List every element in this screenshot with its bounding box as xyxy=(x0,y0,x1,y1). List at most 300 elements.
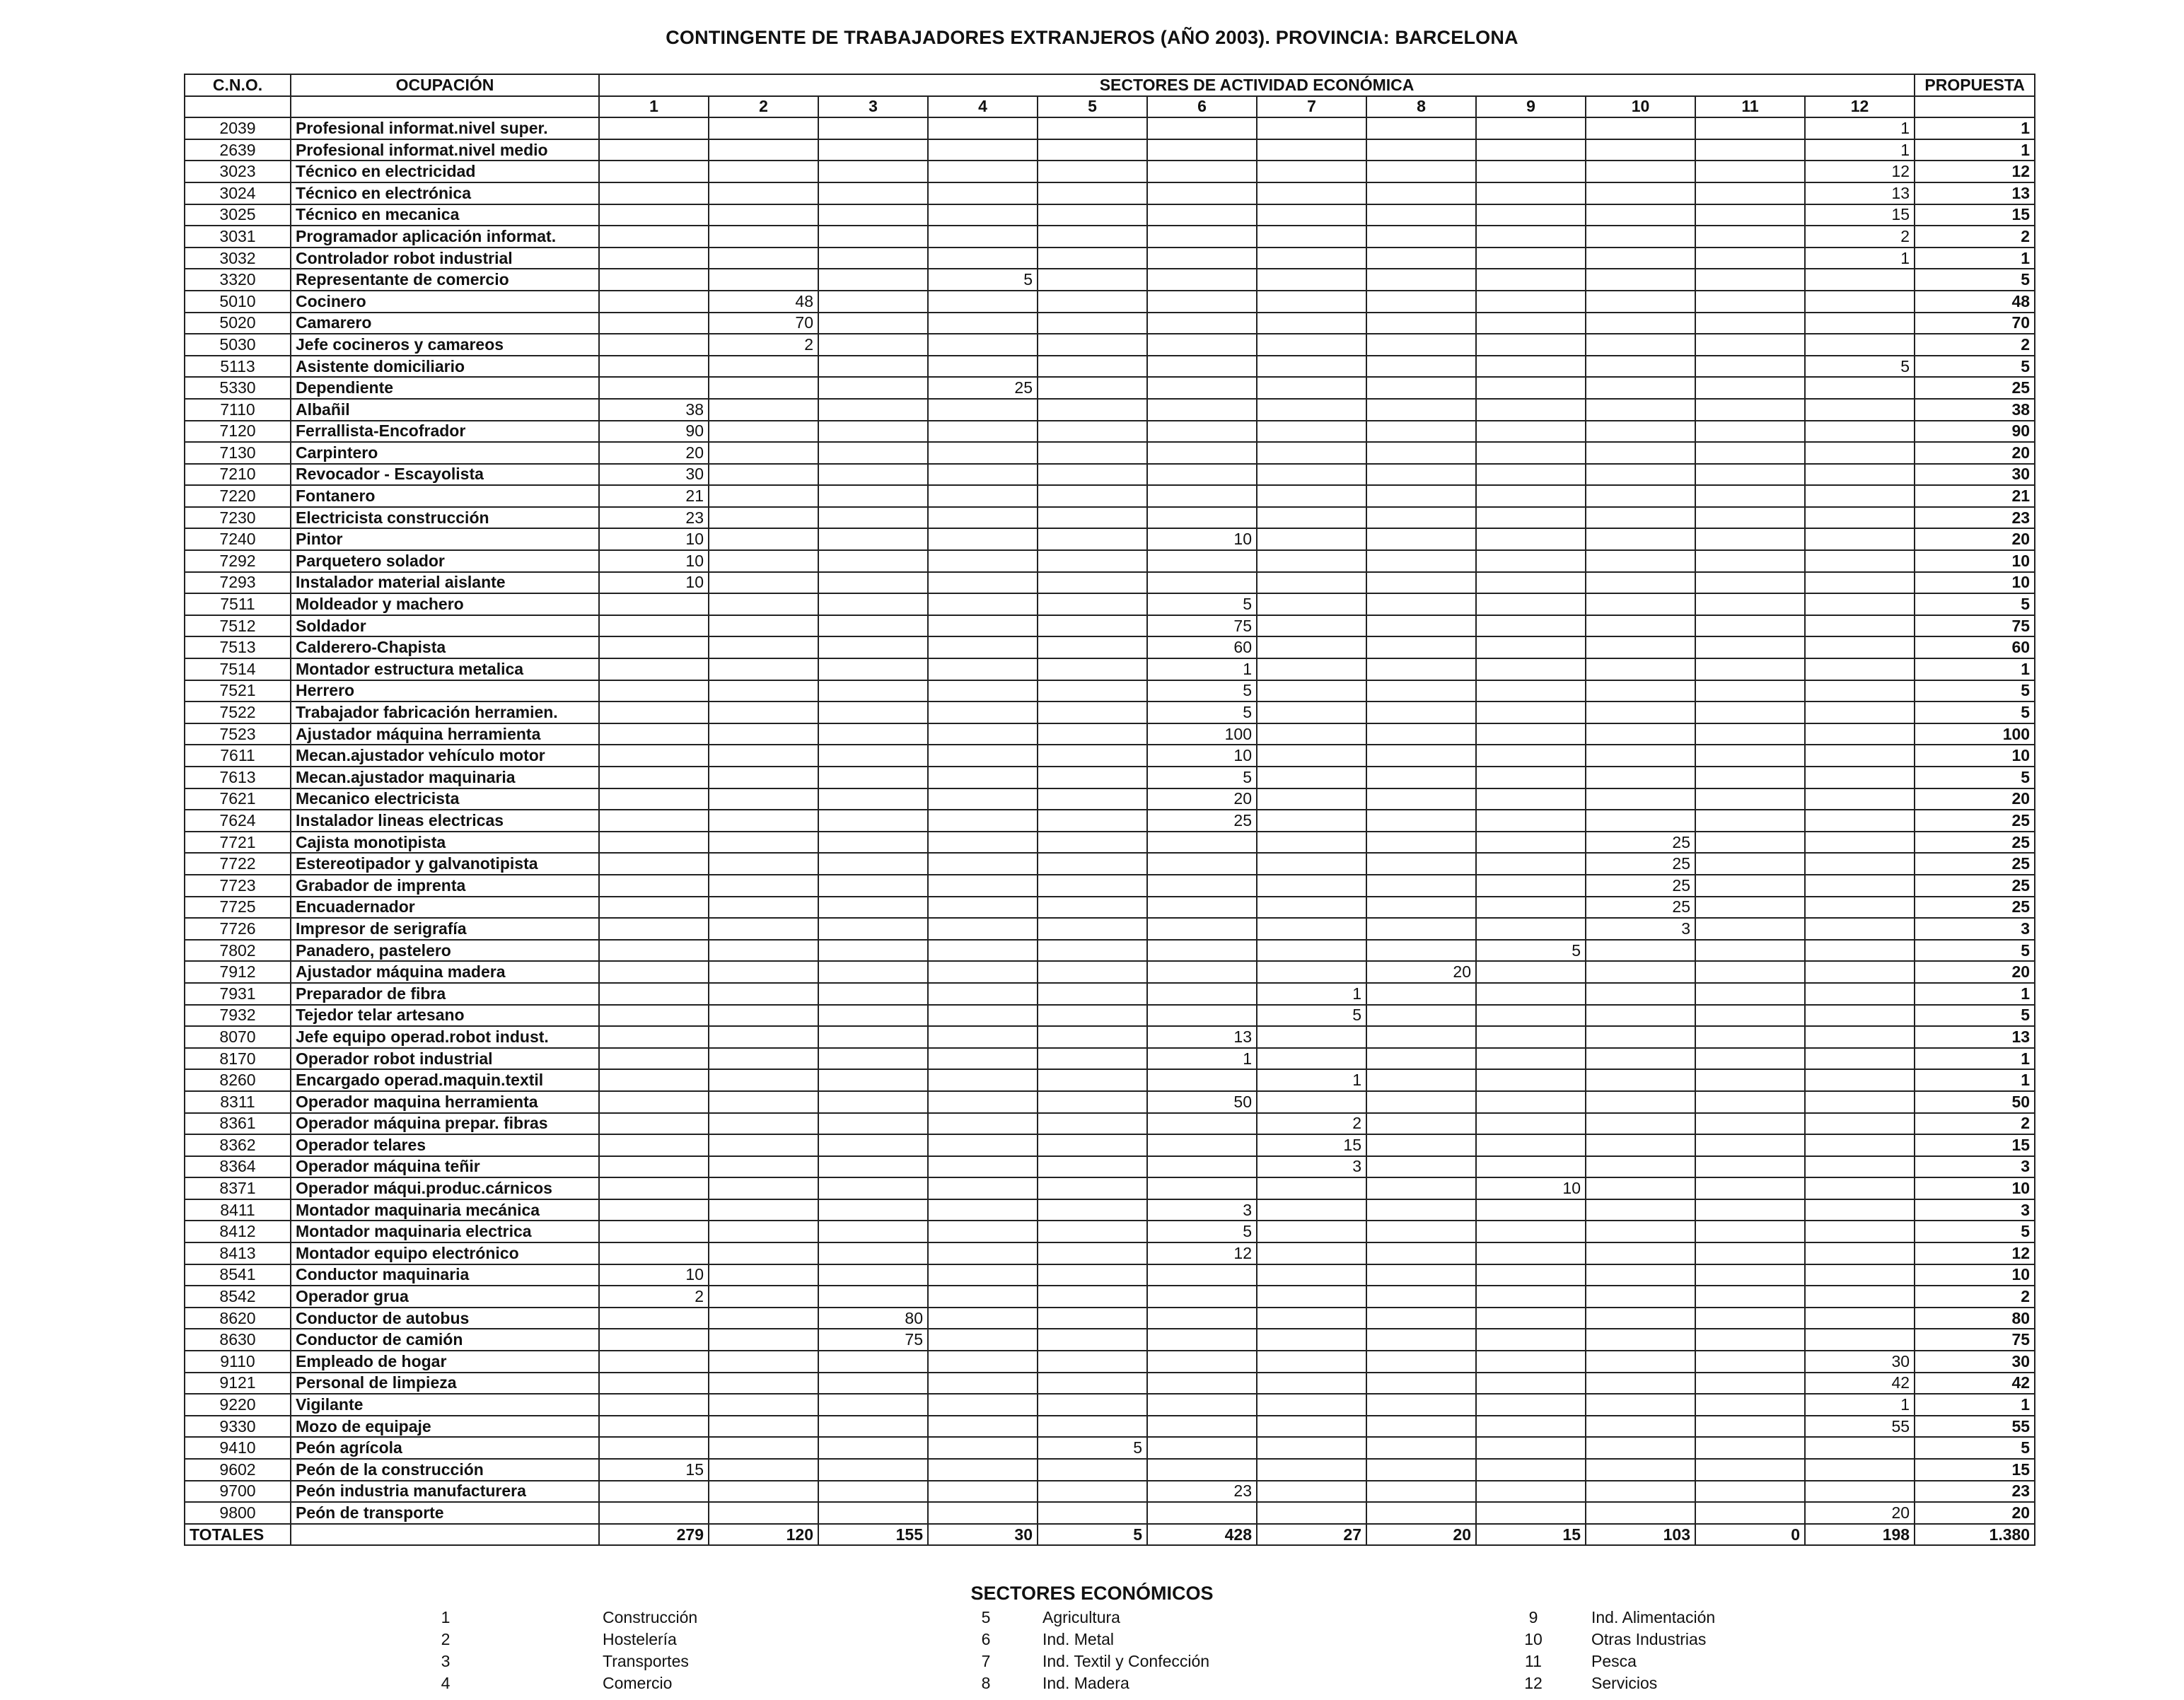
ocupacion-cell: Moldeador y machero xyxy=(291,593,599,615)
sector-12-cell xyxy=(1805,1005,1915,1027)
table-row xyxy=(185,334,2035,356)
sector-5-cell xyxy=(1038,161,1147,182)
sector-2-cell xyxy=(709,182,818,204)
sector-11-cell xyxy=(1695,1286,1805,1308)
sector-4-cell xyxy=(928,636,1038,658)
sector-5-cell xyxy=(1038,983,1147,1005)
cno-cell: 8260 xyxy=(185,1069,291,1091)
cno-cell: 7120 xyxy=(185,421,291,443)
sector-3-cell xyxy=(818,1113,928,1135)
sector-9-cell xyxy=(1476,1156,1586,1178)
sector-9-cell xyxy=(1476,1502,1586,1524)
sector-1-cell xyxy=(599,1113,709,1135)
sector-4-cell xyxy=(928,701,1038,723)
cno-cell: 9602 xyxy=(185,1459,291,1481)
sector-1-cell xyxy=(599,1091,709,1113)
sector-12-cell xyxy=(1805,1308,1915,1329)
sector-9-cell xyxy=(1476,875,1586,897)
sector-3-cell xyxy=(818,572,928,594)
sector-9-cell xyxy=(1476,658,1586,680)
sector-4-cell xyxy=(928,875,1038,897)
sector-7-cell: 15 xyxy=(1257,1134,1366,1156)
sector-12-cell xyxy=(1805,1437,1915,1459)
cno-cell: 7230 xyxy=(185,507,291,529)
ocupacion-cell: Peón de la construcción xyxy=(291,1459,599,1481)
sector-3-cell xyxy=(818,313,928,334)
sector-11-cell xyxy=(1695,507,1805,529)
sector-10-cell: 3 xyxy=(1586,918,1695,940)
sector-3-cell xyxy=(818,464,928,486)
legend-name: Transportes xyxy=(603,1652,689,1670)
total-sector-12: 198 xyxy=(1805,1524,1915,1546)
sector-11-cell xyxy=(1695,139,1805,161)
table-row xyxy=(185,1264,2035,1286)
cno-cell: 9121 xyxy=(185,1373,291,1395)
sector-6-cell xyxy=(1147,1156,1257,1178)
sector-5-cell xyxy=(1038,1134,1147,1156)
table-body xyxy=(185,117,2035,1545)
sector-11-cell xyxy=(1695,832,1805,854)
propuesta-cell: 15 xyxy=(1915,1459,2035,1481)
sector-5-cell xyxy=(1038,1394,1147,1416)
sector-7-cell xyxy=(1257,658,1366,680)
sector-3-cell xyxy=(818,1221,928,1242)
sector-12-cell xyxy=(1805,1048,1915,1070)
sector-10-cell xyxy=(1586,940,1695,962)
sector-3-cell xyxy=(818,117,928,139)
total-sector-10: 103 xyxy=(1586,1524,1695,1546)
sector-3-cell xyxy=(818,961,928,983)
sector-10-cell xyxy=(1586,1416,1695,1438)
cno-cell: 7932 xyxy=(185,1005,291,1027)
sector-8-cell xyxy=(1366,550,1476,572)
sector-12-cell xyxy=(1805,1113,1915,1135)
sector-7-cell xyxy=(1257,334,1366,356)
sector-1-cell xyxy=(599,182,709,204)
sector-9-cell xyxy=(1476,334,1586,356)
sector-8-cell xyxy=(1366,507,1476,529)
sector-5-cell xyxy=(1038,1069,1147,1091)
sector-6-cell xyxy=(1147,226,1257,248)
ocupacion-cell: Operador máqui.produc.cárnicos xyxy=(291,1177,599,1199)
sector-12-cell xyxy=(1805,485,1915,507)
sector-9-cell xyxy=(1476,528,1586,550)
sector-9-cell xyxy=(1476,1373,1586,1395)
ocupacion-cell: Cocinero xyxy=(291,291,599,313)
legend-number: 3 xyxy=(441,1652,451,1670)
sector-7-cell xyxy=(1257,421,1366,443)
sector-11-cell xyxy=(1695,377,1805,399)
propuesta-cell: 42 xyxy=(1915,1373,2035,1395)
sector-6-cell xyxy=(1147,248,1257,269)
sector-12-cell xyxy=(1805,1199,1915,1221)
sector-3-cell xyxy=(818,897,928,919)
sector-7-cell xyxy=(1257,1199,1366,1221)
ocupacion-cell: Revocador - Escayolista xyxy=(291,464,599,486)
sector-2-cell xyxy=(709,507,818,529)
sector-7-cell xyxy=(1257,1416,1366,1438)
sector-1-cell xyxy=(599,723,709,745)
sector-9-cell xyxy=(1476,918,1586,940)
sector-3-cell xyxy=(818,1134,928,1156)
sector-10-cell xyxy=(1586,1373,1695,1395)
sector-1-cell xyxy=(599,897,709,919)
sector-5-cell xyxy=(1038,1091,1147,1113)
propuesta-cell: 5 xyxy=(1915,269,2035,291)
sector-8-cell xyxy=(1366,226,1476,248)
sector-8-cell xyxy=(1366,680,1476,702)
sector-2-cell xyxy=(709,983,818,1005)
sector-12-cell xyxy=(1805,1242,1915,1264)
cno-cell: 9330 xyxy=(185,1416,291,1438)
sector-11-cell xyxy=(1695,1199,1805,1221)
propuesta-cell: 90 xyxy=(1915,421,2035,443)
sector-10-cell: 25 xyxy=(1586,875,1695,897)
sector-1-cell xyxy=(599,1373,709,1395)
sector-5-cell xyxy=(1038,226,1147,248)
sector-4-cell xyxy=(928,1048,1038,1070)
propuesta-cell: 13 xyxy=(1915,182,2035,204)
ocupacion-cell: Ferrallista-Encofrador xyxy=(291,421,599,443)
sector-6-cell: 75 xyxy=(1147,615,1257,637)
sector-5-cell xyxy=(1038,897,1147,919)
sector-6-cell xyxy=(1147,1286,1257,1308)
cno-cell: 3320 xyxy=(185,269,291,291)
sector-10-cell xyxy=(1586,1048,1695,1070)
sector-5-cell xyxy=(1038,269,1147,291)
sector-4-cell xyxy=(928,1394,1038,1416)
ocupacion-cell: Dependiente xyxy=(291,377,599,399)
table-row xyxy=(185,1069,2035,1091)
sector-9-cell xyxy=(1476,636,1586,658)
sector-2-cell xyxy=(709,918,818,940)
sector-3-cell xyxy=(818,1286,928,1308)
sector-11-cell xyxy=(1695,117,1805,139)
sector-1-cell xyxy=(599,1026,709,1048)
ocupacion-cell: Conductor maquinaria xyxy=(291,1264,599,1286)
ocupacion-cell: Encuadernador xyxy=(291,897,599,919)
sector-1-cell: 23 xyxy=(599,507,709,529)
sector-8-cell xyxy=(1366,918,1476,940)
table-row xyxy=(185,1437,2035,1459)
sector-9-cell xyxy=(1476,1026,1586,1048)
sector-5-cell xyxy=(1038,139,1147,161)
sector-1-cell xyxy=(599,875,709,897)
sector-5-cell xyxy=(1038,680,1147,702)
sector-4-cell xyxy=(928,723,1038,745)
sector-7-cell xyxy=(1257,593,1366,615)
propuesta-cell: 1 xyxy=(1915,1069,2035,1091)
sector-4-cell xyxy=(928,1373,1038,1395)
sector-8-cell xyxy=(1366,1329,1476,1351)
propuesta-cell: 25 xyxy=(1915,875,2035,897)
cno-cell: 9110 xyxy=(185,1351,291,1373)
sector-4-cell xyxy=(928,334,1038,356)
ocupacion-cell: Montador maquinaria mecánica xyxy=(291,1199,599,1221)
ocupacion-cell: Encargado operad.maquin.textil xyxy=(291,1069,599,1091)
legend-number: 8 xyxy=(981,1674,991,1692)
sector-5-cell xyxy=(1038,1005,1147,1027)
sector-10-cell xyxy=(1586,442,1695,464)
cno-cell: 9220 xyxy=(185,1394,291,1416)
sector-5-cell xyxy=(1038,1481,1147,1503)
table-row xyxy=(185,572,2035,594)
sector-7-cell xyxy=(1257,1351,1366,1373)
sector-3-cell: 80 xyxy=(818,1308,928,1329)
sector-1-cell xyxy=(599,983,709,1005)
sector-5-cell xyxy=(1038,853,1147,875)
sector-12-cell: 15 xyxy=(1805,204,1915,226)
sector-8-cell xyxy=(1366,745,1476,767)
propuesta-cell: 25 xyxy=(1915,377,2035,399)
sector-6-cell: 5 xyxy=(1147,680,1257,702)
sector-5-cell xyxy=(1038,788,1147,810)
ocupacion-cell: Montador maquinaria electrica xyxy=(291,1221,599,1242)
sector-9-cell xyxy=(1476,1091,1586,1113)
cno-cell: 7721 xyxy=(185,832,291,854)
total-sector-3: 155 xyxy=(818,1524,928,1546)
sector-6-cell: 12 xyxy=(1147,1242,1257,1264)
sector-12-cell: 1 xyxy=(1805,1394,1915,1416)
sector-11-cell xyxy=(1695,1221,1805,1242)
propuesta-cell: 10 xyxy=(1915,1264,2035,1286)
legend-name: Ind. Metal xyxy=(1042,1630,1114,1648)
sector-3-cell xyxy=(818,680,928,702)
sector-8-cell xyxy=(1366,117,1476,139)
table-row xyxy=(185,680,2035,702)
document-title: CONTINGENTE DE TRABAJADORES EXTRANJEROS (AÑO 2003). PROVINCIA: BARCELONA xyxy=(666,27,1518,48)
propuesta-cell: 2 xyxy=(1915,334,2035,356)
ocupacion-cell: Camarero xyxy=(291,313,599,334)
sector-2-cell xyxy=(709,1308,818,1329)
sector-9-cell xyxy=(1476,1221,1586,1242)
sector-4-cell xyxy=(928,1069,1038,1091)
sector-7-cell xyxy=(1257,161,1366,182)
table-row xyxy=(185,528,2035,550)
sector-11-cell xyxy=(1695,940,1805,962)
sector-11-cell xyxy=(1695,1156,1805,1178)
sector-1-cell: 10 xyxy=(599,528,709,550)
sector-6-cell: 10 xyxy=(1147,528,1257,550)
sector-11-cell xyxy=(1695,961,1805,983)
sector-6-cell xyxy=(1147,442,1257,464)
sector-4-cell xyxy=(928,1286,1038,1308)
sector-8-cell xyxy=(1366,615,1476,637)
sector-2-cell xyxy=(709,810,818,832)
sector-7-cell xyxy=(1257,918,1366,940)
sector-10-cell xyxy=(1586,528,1695,550)
cno-cell: 7240 xyxy=(185,528,291,550)
table-row xyxy=(185,464,2035,486)
propuesta-cell: 2 xyxy=(1915,1286,2035,1308)
table-row xyxy=(185,1156,2035,1178)
ocupacion-cell: Parquetero solador xyxy=(291,550,599,572)
sector-4-cell xyxy=(928,1113,1038,1135)
sector-5-cell xyxy=(1038,1113,1147,1135)
ocupacion-cell: Peón de transporte xyxy=(291,1502,599,1524)
sector-12-cell xyxy=(1805,399,1915,421)
sector-10-cell xyxy=(1586,723,1695,745)
sector-1-cell xyxy=(599,961,709,983)
sector-1-cell xyxy=(599,334,709,356)
sector-8-cell xyxy=(1366,528,1476,550)
cno-cell: 7514 xyxy=(185,658,291,680)
table-row xyxy=(185,248,2035,269)
sector-7-cell xyxy=(1257,1308,1366,1329)
sector-5-cell xyxy=(1038,1156,1147,1178)
sector-2-cell xyxy=(709,1264,818,1286)
header-sector-5: 5 xyxy=(1038,96,1147,118)
cno-cell: 3024 xyxy=(185,182,291,204)
sector-9-cell xyxy=(1476,701,1586,723)
ocupacion-cell: Conductor de camión xyxy=(291,1329,599,1351)
sector-6-cell xyxy=(1147,139,1257,161)
sector-7-cell xyxy=(1257,810,1366,832)
sector-9-cell xyxy=(1476,1242,1586,1264)
propuesta-cell: 1 xyxy=(1915,117,2035,139)
sector-3-cell xyxy=(818,528,928,550)
legend-name: Hostelería xyxy=(603,1630,677,1648)
sector-2-cell xyxy=(709,961,818,983)
table-row xyxy=(185,182,2035,204)
sector-2-cell xyxy=(709,875,818,897)
sector-1-cell xyxy=(599,1199,709,1221)
sector-12-cell xyxy=(1805,1221,1915,1242)
sector-8-cell xyxy=(1366,248,1476,269)
sector-12-cell xyxy=(1805,1329,1915,1351)
table-row xyxy=(185,745,2035,767)
sector-9-cell xyxy=(1476,356,1586,378)
sector-6-cell xyxy=(1147,269,1257,291)
sector-1-cell: 2 xyxy=(599,1286,709,1308)
cno-cell: 8170 xyxy=(185,1048,291,1070)
sector-11-cell xyxy=(1695,680,1805,702)
sector-9-cell xyxy=(1476,442,1586,464)
legend-names-col-2 xyxy=(1042,1607,1209,1694)
sector-7-cell xyxy=(1257,832,1366,854)
sector-10-cell xyxy=(1586,313,1695,334)
propuesta-cell: 60 xyxy=(1915,636,2035,658)
cno-cell: 7210 xyxy=(185,464,291,486)
sector-12-cell xyxy=(1805,1134,1915,1156)
sector-10-cell xyxy=(1586,399,1695,421)
cno-cell: 7722 xyxy=(185,853,291,875)
sector-10-cell xyxy=(1586,1242,1695,1264)
sector-5-cell xyxy=(1038,182,1147,204)
sector-1-cell xyxy=(599,161,709,182)
sector-12-cell xyxy=(1805,528,1915,550)
sector-4-cell xyxy=(928,1242,1038,1264)
sector-4-cell xyxy=(928,983,1038,1005)
sector-4-cell xyxy=(928,117,1038,139)
sector-4-cell xyxy=(928,204,1038,226)
sector-8-cell xyxy=(1366,1264,1476,1286)
sector-7-cell xyxy=(1257,723,1366,745)
table-row xyxy=(185,485,2035,507)
sector-2-cell xyxy=(709,680,818,702)
table-row xyxy=(185,853,2035,875)
sector-8-cell xyxy=(1366,464,1476,486)
sector-12-cell: 55 xyxy=(1805,1416,1915,1438)
sector-2-cell xyxy=(709,1199,818,1221)
legend-name: Otras Industrias xyxy=(1591,1630,1707,1648)
cno-cell: 7110 xyxy=(185,399,291,421)
sector-11-cell xyxy=(1695,1351,1805,1373)
sector-11-cell xyxy=(1695,269,1805,291)
sector-11-cell xyxy=(1695,1177,1805,1199)
sector-3-cell xyxy=(818,226,928,248)
sector-4-cell xyxy=(928,897,1038,919)
sector-10-cell xyxy=(1586,1199,1695,1221)
sector-9-cell xyxy=(1476,377,1586,399)
sector-11-cell xyxy=(1695,1502,1805,1524)
ocupacion-cell: Operador robot industrial xyxy=(291,1048,599,1070)
sector-3-cell xyxy=(818,615,928,637)
sector-8-cell xyxy=(1366,767,1476,788)
sector-5-cell xyxy=(1038,204,1147,226)
sector-2-cell xyxy=(709,788,818,810)
cno-cell: 7130 xyxy=(185,442,291,464)
sector-7-cell xyxy=(1257,745,1366,767)
sector-9-cell: 5 xyxy=(1476,940,1586,962)
sector-4-cell xyxy=(928,1199,1038,1221)
ocupacion-cell: Mecanico electricista xyxy=(291,788,599,810)
sector-3-cell xyxy=(818,139,928,161)
sector-2-cell xyxy=(709,1373,818,1395)
sector-7-cell: 1 xyxy=(1257,1069,1366,1091)
sector-10-cell xyxy=(1586,1308,1695,1329)
sector-3-cell xyxy=(818,853,928,875)
sector-6-cell xyxy=(1147,1264,1257,1286)
sector-2-cell xyxy=(709,1177,818,1199)
sector-12-cell xyxy=(1805,507,1915,529)
ocupacion-cell: Calderero-Chapista xyxy=(291,636,599,658)
total-sector-7: 27 xyxy=(1257,1524,1366,1546)
sector-7-cell xyxy=(1257,1459,1366,1481)
propuesta-cell: 23 xyxy=(1915,1481,2035,1503)
ocupacion-cell: Montador equipo electrónico xyxy=(291,1242,599,1264)
cno-cell: 7522 xyxy=(185,701,291,723)
sector-3-cell xyxy=(818,204,928,226)
table-row xyxy=(185,1373,2035,1395)
sector-2-cell xyxy=(709,745,818,767)
propuesta-cell: 1 xyxy=(1915,1394,2035,1416)
sector-5-cell xyxy=(1038,593,1147,615)
sector-9-cell xyxy=(1476,1048,1586,1070)
sector-2-cell xyxy=(709,1351,818,1373)
table-row xyxy=(185,507,2035,529)
sector-3-cell xyxy=(818,1091,928,1113)
sector-2-cell xyxy=(709,528,818,550)
sector-11-cell xyxy=(1695,1134,1805,1156)
sector-7-cell xyxy=(1257,528,1366,550)
ocupacion-cell: Impresor de serigrafía xyxy=(291,918,599,940)
sector-7-cell xyxy=(1257,767,1366,788)
legend-number: 11 xyxy=(1525,1652,1542,1670)
propuesta-cell: 2 xyxy=(1915,1113,2035,1135)
sector-8-cell xyxy=(1366,204,1476,226)
sector-12-cell xyxy=(1805,723,1915,745)
propuesta-cell: 13 xyxy=(1915,1026,2035,1048)
sector-8-cell xyxy=(1366,485,1476,507)
sector-11-cell xyxy=(1695,658,1805,680)
sector-3-cell xyxy=(818,182,928,204)
sector-1-cell xyxy=(599,767,709,788)
sector-8-cell xyxy=(1366,1091,1476,1113)
sector-12-cell xyxy=(1805,745,1915,767)
propuesta-cell: 1 xyxy=(1915,1048,2035,1070)
cno-cell: 3031 xyxy=(185,226,291,248)
